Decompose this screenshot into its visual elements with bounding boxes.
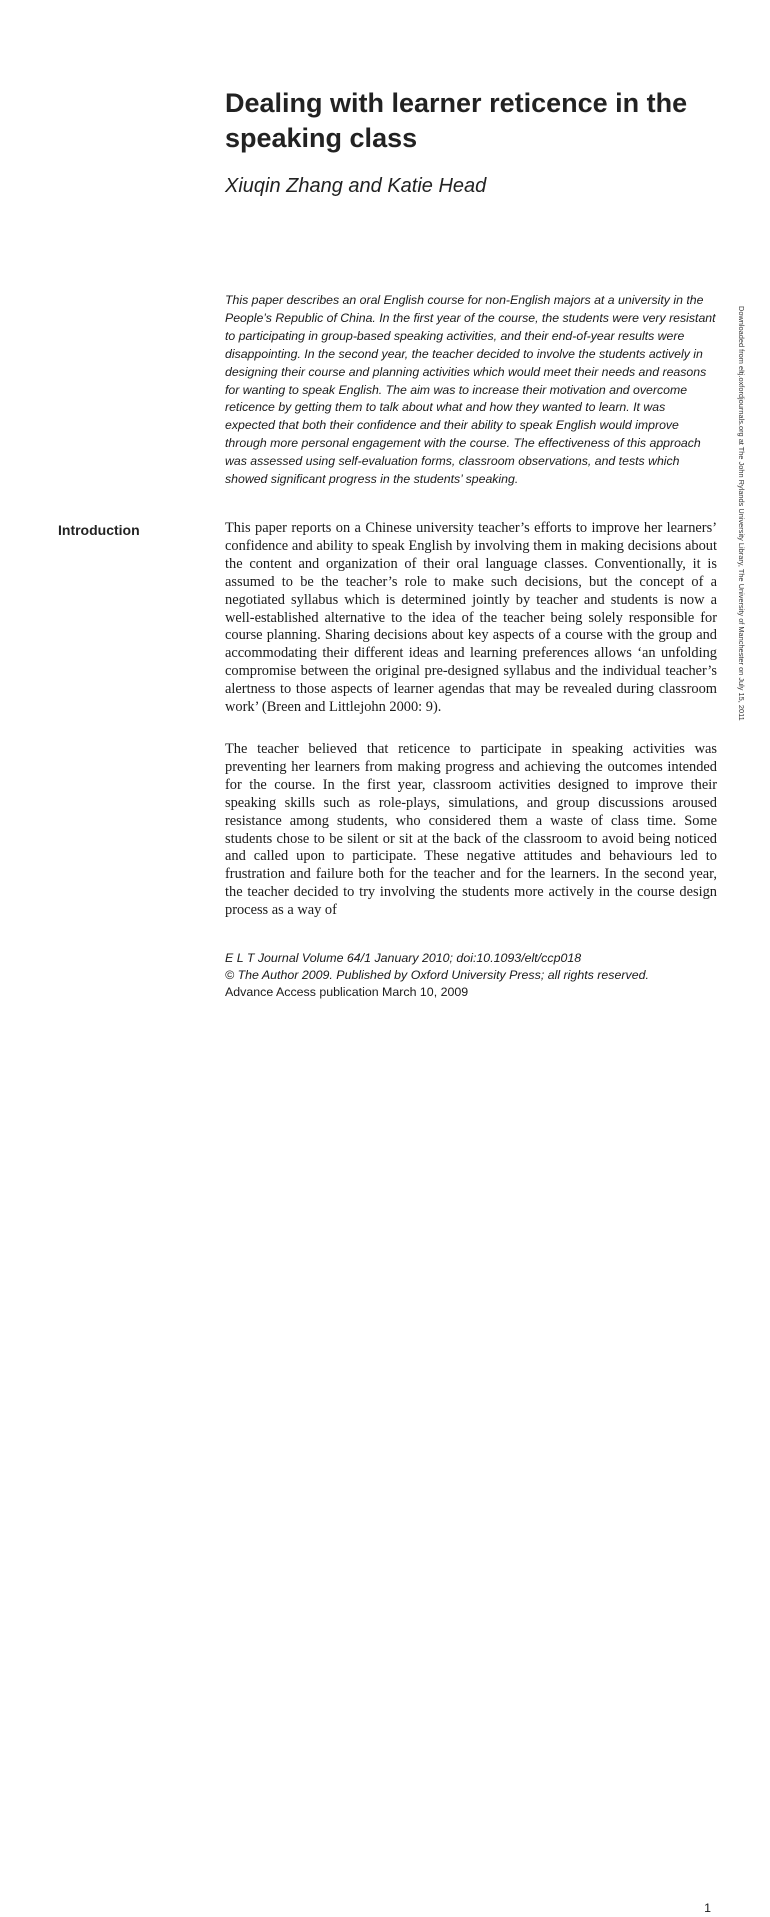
page-number: 1 [704,1901,711,1915]
abstract: This paper describes an oral English course for non-English majors at a university in the People’s Republic of China. In the first year of the course, the students were very resistant to participating in group-based speaking activities, and their end-of-year results were disappointing. In the second year, the teacher decided to involve the students actively in designing their course and planning activities which would meet their needs and reasons for wanting to speak English. The aim was to increase their motivation and overcome reticence by getting them to talk about what and how they wanted to learn. It was expected that both their confidence and their ability to speak English would improve through more personal engagement with the course. The effectiveness of this approach was assessed using self-evaluation forms, classroom observations, and tests which showed significant progress in the students’ speaking. [225,293,716,487]
introduction-paragraph-2: The teacher believed that reticence to participate in speaking activities was preventing her learners from making progress and achieving the outcomes intended for the course. In the first year, classroom activities designed to improve their speaking skills such as role-plays, simulations, and group discussions aroused resistance among students, who considered them a waste of class time. Some students chose to be silent or sit at the back of the classroom to avoid being noticed and called upon to participate. These negative attitudes and behaviours led to frustration and failure both for the teacher and for the learners. In the second year, the teacher decided to try involving the students more actively in the course design process as a way of [225,741,717,919]
journal-citation: E L T Journal Volume 64/1 January 2010; doi:10.1093/elt/ccp018 [225,951,582,965]
copyright-notice: © The Author 2009. Published by Oxford University Press; all rights reserved. [225,968,649,982]
article-authors: Xiuqin Zhang and Katie Head [225,175,487,197]
page-footer [225,950,717,1915]
advance-access-note: Advance Access publication March 10, 2009 [225,985,469,999]
article-title: Dealing with learner reticence in the speaking class [225,88,688,153]
section-heading-introduction: Introduction [58,522,140,538]
download-watermark-note: Downloaded from eltj.oxfordjournals.org at The John Rylands University Library, The University of Manchester on July 15, 2011 [737,306,746,721]
introduction-paragraph-1: This paper reports on a Chinese university teacher’s efforts to improve her learners’ confidence and ability to speak English by involving them in making decisions about the content and organization of their oral language classes. Conventionally, it is assumed to be the teacher’s role to make such decisions, but the concept of a negotiated syllabus which is determined jointly by teacher and students is now a well-established alternative to the idea of the teacher being solely responsible for course planning. Sharing decisions about key aspects of a course with the group and accommodating their different ideas and learning preferences allows ‘an unfolding compromise between the original pre-designed syllabus and the individual teacher’s alertness to those aspects of learner agendas that may be revealed during classroom work’ (Breen and Littlejohn 2000: 9). [225,520,717,716]
